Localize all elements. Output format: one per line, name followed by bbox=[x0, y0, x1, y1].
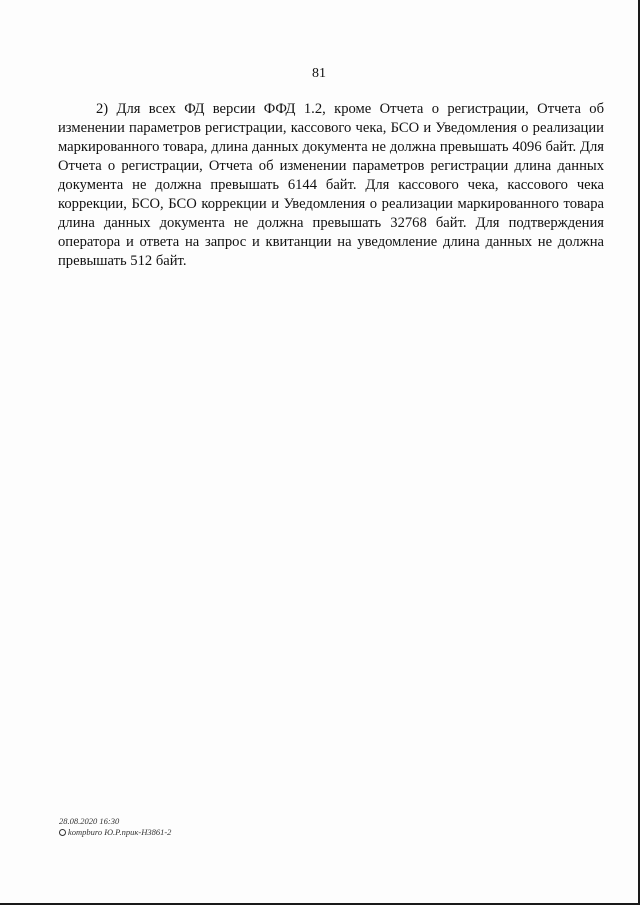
file-ref-icon bbox=[59, 829, 66, 836]
footer-file-ref: kompburo Ю.Р.прик-Н3861-2 bbox=[68, 827, 172, 837]
footer-timestamp: 28.08.2020 16:30 bbox=[59, 816, 120, 826]
document-footer bbox=[59, 816, 171, 838]
page-number: 81 bbox=[312, 66, 326, 81]
body-paragraph: 2) Для всех ФД версии ФФД 1.2, кроме Отчета о регистрации, Отчета об изменении параметров регистрации, кассового чека, БСО и Уведомления о реализации маркированного товара, длина данных документа не должна превышать 4096 байт. Для Отчета о регистрации, Отчета об изменении параметров регистрации длина данных документа не должна превышать 6144 байт. Для кассового чека, кассового чека коррекции, БСО, БСО коррекции и Уведомления о реализации маркированного товара длина данных документа не должна превышать 32768 байт. Для подтверждения оператора и ответа на запрос и квитанции на уведомление длина данных не должна превышать 512 байт. bbox=[58, 101, 604, 269]
footer-file-line bbox=[59, 827, 171, 838]
